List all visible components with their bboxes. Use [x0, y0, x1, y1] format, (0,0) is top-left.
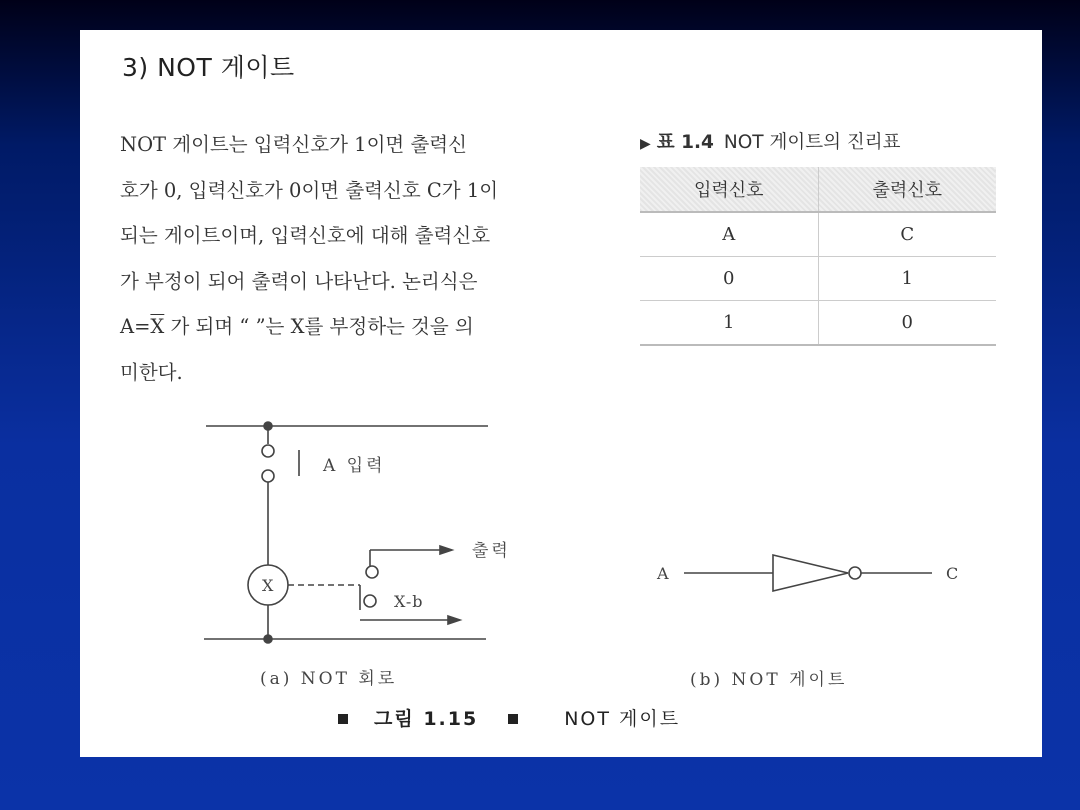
slide-page [80, 30, 1042, 757]
column-header: 입력신호 [640, 167, 818, 212]
buffer-triangle-icon [773, 555, 848, 591]
triangle-marker-icon: ▶ [640, 136, 651, 152]
table-cell: 1 [818, 257, 996, 301]
b-contact-icon [366, 566, 378, 578]
not-gate-diagram [684, 555, 932, 591]
para-line: 되는 게이트이며, 입력신호에 대해 출력신호 [120, 224, 491, 247]
table-cell: A [640, 212, 818, 257]
output-arrow-icon [440, 546, 452, 554]
gate-caption: (b) NOT 게이트 [690, 670, 848, 690]
figure-number: 그림 1.15 [374, 708, 479, 730]
bottom-junction-dot [264, 635, 272, 643]
table-cell: 0 [818, 301, 996, 346]
formula-lhs: A= [120, 315, 151, 338]
formula-rest: 가 되며 “ ”는 X를 부정하는 것을 의 [170, 315, 474, 338]
table-number: 표 1.4 [656, 132, 714, 153]
gate-output-label: C [946, 564, 959, 583]
lower-arrow-icon [448, 616, 460, 624]
table-cell: 1 [640, 301, 818, 346]
switch-contact-icon [262, 470, 274, 482]
column-header: 출력신호 [818, 167, 996, 212]
switch-contact-icon [262, 445, 274, 457]
table-title: NOT 게이트의 진리표 [723, 132, 901, 153]
contact-label: X-b [394, 592, 424, 611]
table-cell: C [818, 212, 996, 257]
formula-x-bar: $\overline{X}$ [150, 315, 165, 338]
para-line: 가 부정이 되어 출력이 나타난다. 논리식은 [120, 269, 478, 293]
para-line: 호가 0, 입력신호가 0이면 출력신호 C가 1이 [120, 178, 499, 202]
figure-caption [338, 704, 680, 731]
gate-input-label: A [657, 564, 669, 583]
square-bullet-icon [508, 714, 518, 724]
table-cell: 0 [640, 257, 818, 301]
para-line: 미한다. [120, 360, 183, 384]
figure-drawings [80, 30, 1042, 757]
circuit-caption: (a) NOT 회로 [260, 669, 398, 689]
inversion-bubble-icon [849, 567, 861, 579]
para-line: NOT 게이트는 입력신호가 1이면 출력신 [120, 133, 467, 156]
input-label: A 입력 [323, 456, 386, 476]
relay-label: X [262, 576, 274, 595]
output-label: 출력 [472, 541, 511, 561]
b-contact-icon [364, 595, 376, 607]
square-bullet-icon [338, 714, 348, 724]
figure-title: NOT 게이트 [564, 708, 681, 730]
section-heading: 3) NOT 게이트 [122, 53, 295, 82]
